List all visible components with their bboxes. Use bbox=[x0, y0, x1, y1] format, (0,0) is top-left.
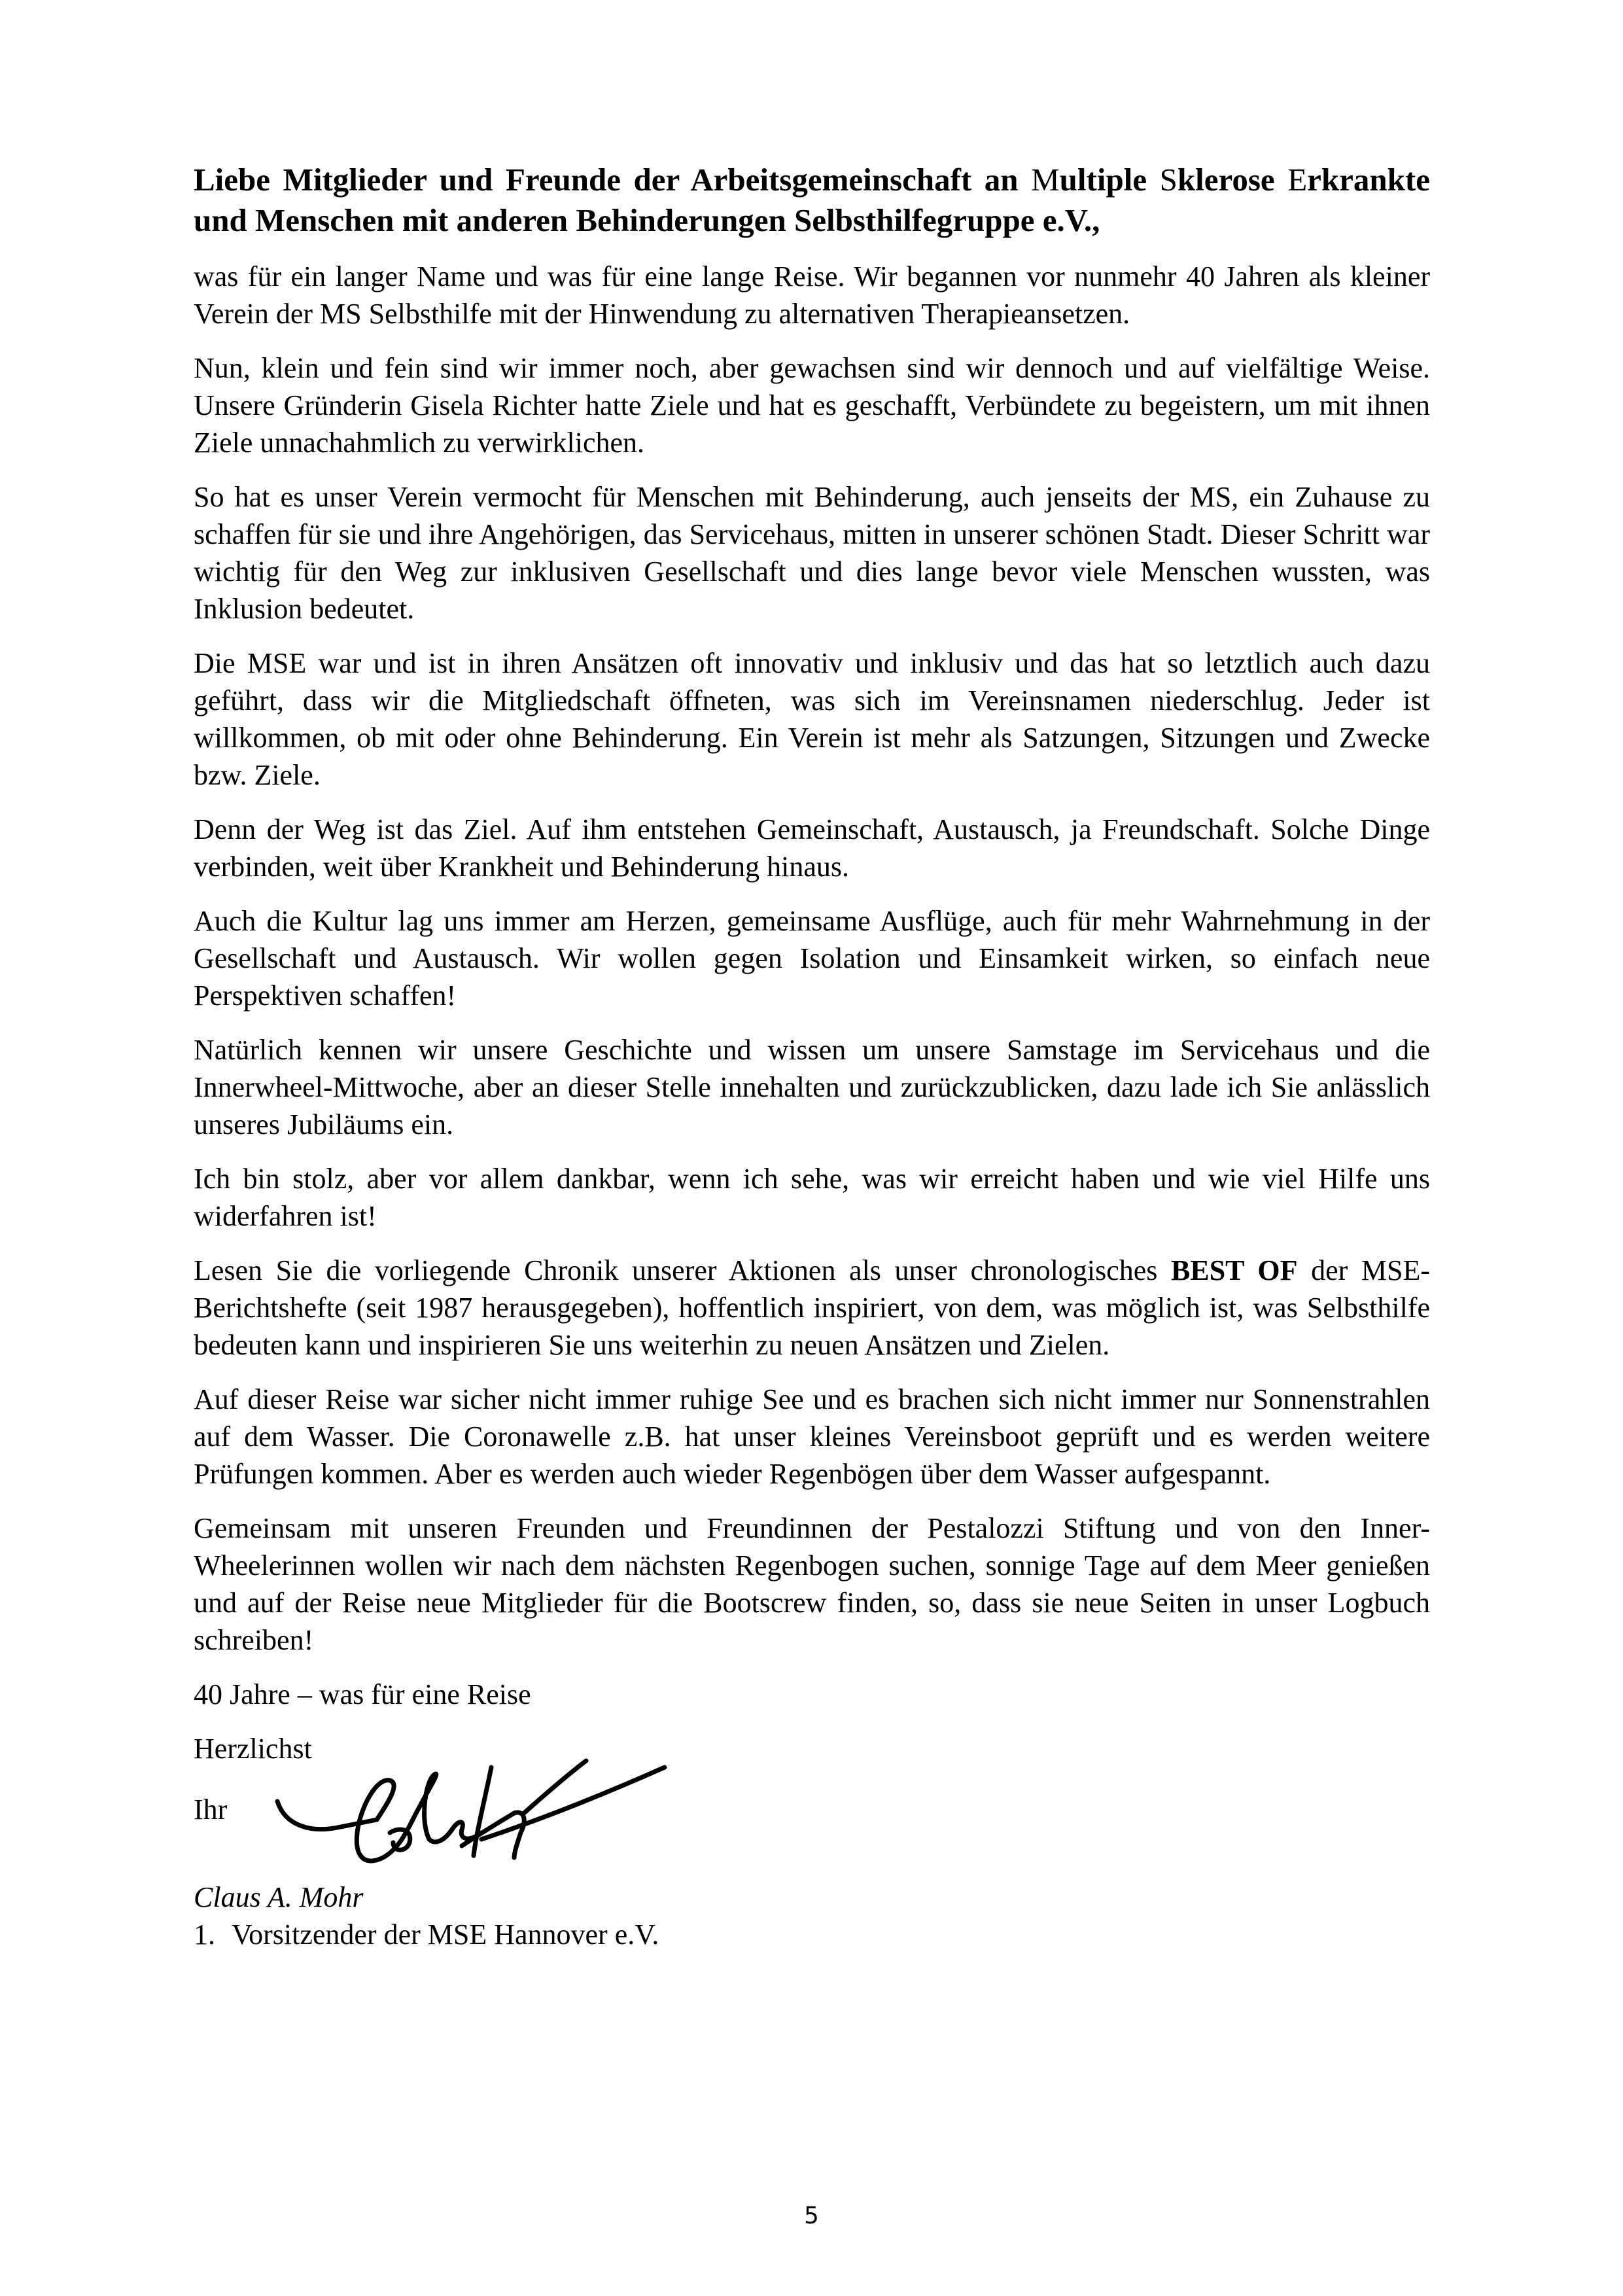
salutation-text-1: Liebe Mitglieder und Freunde der Arbeitsgemeinschaft an bbox=[194, 162, 1032, 198]
best-of-text-after: der MSE-Berichtshefte (seit 1987 herausgegeben), hoffentlich inspiriert, von dem, was möglich ist, was Selbsthilfe bedeuten kann und inspirieren Sie uns weiterhin zu neuen Ansätzen und Zielen. bbox=[194, 1254, 1430, 1361]
paragraph-gratitude: Ich bin stolz, aber vor allem dankbar, wenn ich sehe, was wir erreicht haben und wie viel Hilfe uns widerfahren ist! bbox=[194, 1163, 1430, 1232]
closing-greeting: Herzlichst bbox=[194, 1733, 312, 1765]
paragraph-journey: Auf dieser Reise war sicher nicht immer ruhige See und es brachen sich nicht immer nur Sonnenstrahlen auf dem Wasser. Die Coronawelle z.B. hat unser kleines Vereinsboot geprüft und es werden weitere Prüfungen kommen. Aber es werden auch wieder Regenbögen über dem Wasser aufgespannt. bbox=[194, 1383, 1430, 1490]
salutation-letter-s: S bbox=[1159, 162, 1178, 198]
motto-line: 40 Jahre – was für eine Reise bbox=[194, 1678, 531, 1710]
paragraph-founder: Nun, klein und fein sind wir immer noch, aber gewachsen sind wir dennoch und auf vielfältige Weise. Unsere Gründerin Gisela Richter hatte Ziele und hat es geschafft, Verbündete zu begeistern, um mit ihnen Ziele unnachahmlich zu verwirklichen. bbox=[194, 352, 1430, 459]
paragraph-mse-inclusive: Die MSE war und ist in ihren Ansätzen oft innovativ und inklusiv und das hat so letztlich auch dazu geführt, dass wir die Mitgliedschaft öffneten, was sich im Vereinsnamen niederschlug. Jeder ist willkommen, ob mit oder ohne Behinderung. Ein Verein ist mehr als Satzungen, Sitzungen und Zwecke bzw. Ziele. bbox=[194, 647, 1430, 791]
salutation-text-3: klerose bbox=[1177, 162, 1288, 198]
paragraph-intro: was für ein langer Name und was für eine lange Reise. Wir begannen vor nunmehr 40 Jahren als kleiner Verein der MS Selbsthilfe mit der Hinwendung zu alternativen Therapieansetzen. bbox=[194, 260, 1430, 330]
signer-name: Claus A. Mohr bbox=[194, 1881, 364, 1913]
signature-icon bbox=[266, 1748, 710, 1879]
salutation-letter-m: M bbox=[1031, 162, 1060, 198]
paragraph-path-goal: Denn der Weg ist das Ziel. Auf ihm entstehen Gemeinschaft, Austausch, ja Freundschaft. Solche Dinge verbinden, weit über Krankheit und Behinderung hinaus. bbox=[194, 813, 1430, 883]
paragraph-culture: Auch die Kultur lag uns immer am Herzen, gemeinsame Ausflüge, auch für mehr Wahrnehmung in der Gesellschaft und Austausch. Wir wollen gegen Isolation und Einsamkeit wirken, so einfach neue Perspektiven schaffen! bbox=[194, 905, 1430, 1012]
sign-prefix: Ihr bbox=[194, 1793, 228, 1826]
letter-page bbox=[194, 160, 1430, 1953]
paragraph-best-of bbox=[194, 1252, 1430, 1364]
paragraph-servicehaus: So hat es unser Verein vermocht für Menschen mit Behinderung, auch jenseits der MS, ein Zuhause zu schaffen für sie und ihre Angehörigen, das Servicehaus, mitten in unserer schönen Stadt. Dieser Schritt war wichtig für den Weg zur inklusiven Gesellschaft und dies lange bevor viele Menschen wussten, was Inklusion bedeutet. bbox=[194, 481, 1430, 625]
paragraph-together: Gemeinsam mit unseren Freunden und Freundinnen der Pestalozzi Stiftung und von den Inner-Wheelerinnen wollen wir nach dem nächsten Regenbogen suchen, sonnige Tage auf dem Meer genießen und auf der Reise neue Mitglieder für die Bootscrew finden, so, dass sie neue Seiten in unser Logbuch schreiben! bbox=[194, 1512, 1430, 1656]
salutation-text-4: rkrankte und Menschen mit anderen Behinderungen Selbsthilfegruppe e.V., bbox=[194, 162, 1430, 238]
signature-row bbox=[194, 1767, 1430, 1879]
best-of-text-before: Lesen Sie die vorliegende Chronik unserer Aktionen als unser chronologisches bbox=[194, 1254, 1172, 1286]
salutation-letter-e: E bbox=[1287, 162, 1308, 198]
salutation-heading bbox=[194, 160, 1430, 241]
salutation-text-2: ultiple bbox=[1059, 162, 1160, 198]
page-number: 5 bbox=[804, 2202, 819, 2229]
signer-role-number: 1. bbox=[194, 1918, 215, 1951]
signer-role bbox=[194, 1916, 1430, 1953]
signer-role-text: Vorsitzender der MSE Hannover e.V. bbox=[232, 1918, 659, 1951]
paragraph-history: Natürlich kennen wir unsere Geschichte und wissen um unsere Samstage im Servicehaus und die Innerwheel-Mittwoche, aber an dieser Stelle innehalten und zurückzublicken, dazu lade ich Sie anlässlich unseres Jubiläums ein. bbox=[194, 1034, 1430, 1140]
best-of-bold: BEST OF bbox=[1171, 1254, 1298, 1286]
